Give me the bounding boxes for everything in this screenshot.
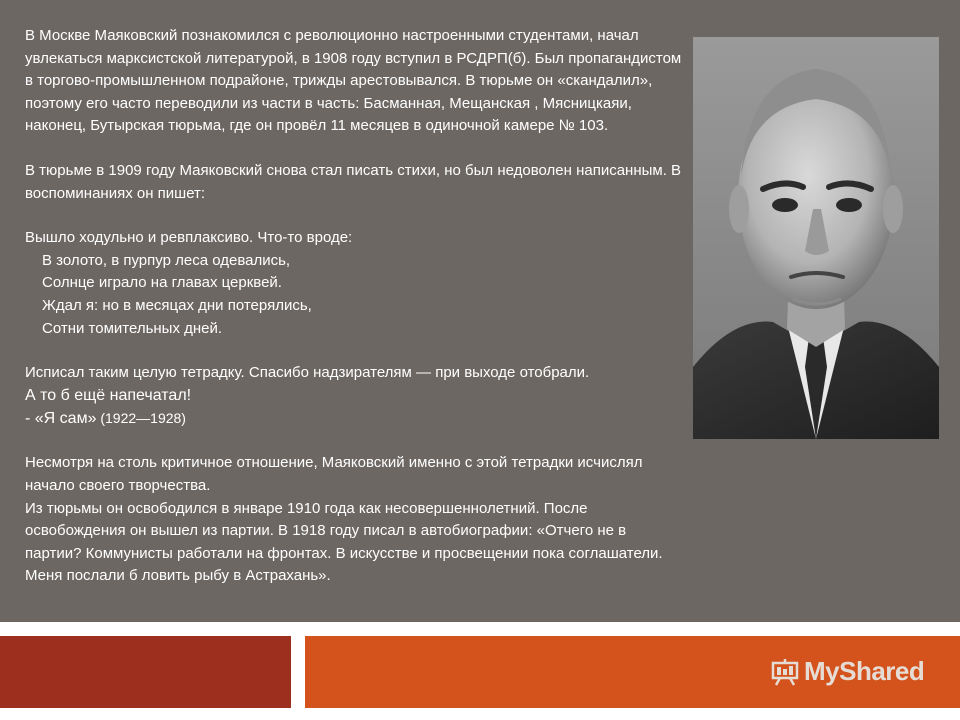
paragraph-3: Вышло ходульно и ревплаксиво. Что-то вроде: xyxy=(25,229,353,247)
quote-line: А то б ещё напечатал! xyxy=(25,386,192,404)
paragraph-2: В тюрьме в 1909 году Маяковский снова стал писать стихи, но был недоволен написанным. В воспоминаниях он пишет: xyxy=(25,161,682,202)
paragraph-6: Из тюрьмы он освободился в январе 1910 года как несовершеннолетний. После освобождения он вышел из партии. В 1918 году писал в автобиографии: «Отчего не в партии? Коммунисты работали на фронтах. В искусстве и просвещении пока соглашатели. Меня послали б ловить рыбу в Астрахань». xyxy=(25,499,663,585)
footer-bar-left xyxy=(0,636,291,708)
source-title: - «Я сам» xyxy=(25,409,97,427)
portrait-photo xyxy=(693,37,939,439)
source-line xyxy=(25,407,685,431)
presentation-board-icon xyxy=(770,657,800,687)
brand-name: MyShared xyxy=(804,656,925,686)
paragraph-4: Исписал таким целую тетрадку. Спасибо надзирателям — при выходе отобрали. xyxy=(25,364,590,382)
footer-bottom-strip xyxy=(0,708,960,720)
paragraph-5: Несмотря на столь критичное отношение, Маяковский именно с этой тетрадки исчислял начало своего творчества. xyxy=(25,454,643,494)
brand-logo[interactable] xyxy=(770,656,924,687)
poem xyxy=(42,250,685,340)
paragraph-1: В Москве Маяковский познакомился с революционно настроенными студентами, начал увлекаться марксистской литературой, в 1908 году вступил в РСДРП(б). Был пропагандистом в торгово-промышленном подрайоне, трижды арестовывался. В тюрьме он «скандалил», поэтому его часто переводили из части в часть: Басманная, Мещанская , Мясницкаяи, наконец, Бутырская тюрьма, где он провёл 11 месяцев в одиночной камере № 103. xyxy=(25,27,682,135)
poem-line: Ждал я: но в месяцах дни потерялись, xyxy=(42,296,312,314)
source-years: (1922—1928) xyxy=(96,409,186,426)
poem-line: В золото, в пурпур леса одевались, xyxy=(42,251,291,269)
portrait-illustration xyxy=(693,37,939,439)
poem-line: Солнце играло на главах церквей. xyxy=(42,274,282,292)
slide-text xyxy=(25,25,685,610)
poem-line: Сотни томительных дней. xyxy=(42,319,223,337)
